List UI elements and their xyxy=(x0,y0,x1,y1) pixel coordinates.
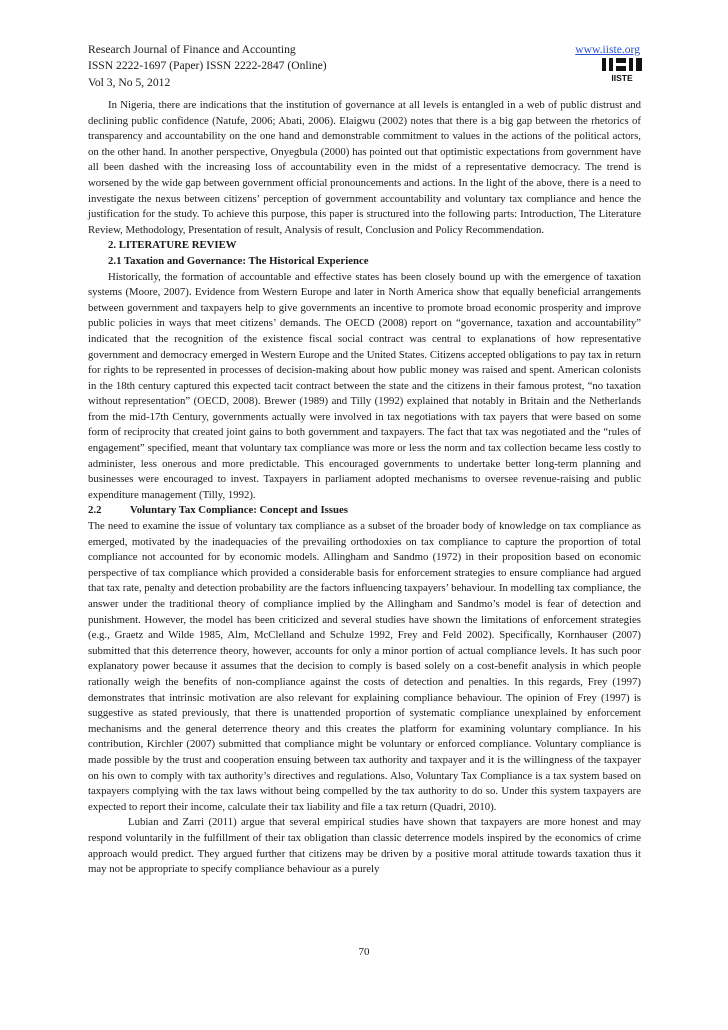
article-body xyxy=(88,98,641,878)
intro-paragraph: In Nigeria, there are indications that the institution of governance at all levels is entangled in a web of public distrust and declining public confidence (Natufe, 2006; Abati, 2006). Elaigwu (2002) notes that there is a big gap between the rhetorics of transparency and accountability on the one hand and demonstrable commitment to values in the actions of the political actors, on the other hand. In another perspective, Onyegbula (2000) has pointed out that optimistic expectations from government have all been dashed with the increasing loss of accountability even in the midst of a representative democracy. The trend is worsened by the wide gap between government official pronouncements and actions. In the light of the above, there is a need to investigate the nexus between citizens’ perception of government accountability and voluntary tax compliance and hence the justification for the study. To achieve this purpose, this paper is structured into the following parts: Introduction, The Literature Review, Methodology, Presentation of result, Analysis of result, Conclusion and Policy Recommendation. xyxy=(88,99,641,236)
journal-url-link[interactable]: www.iiste.org xyxy=(575,43,640,56)
volume-line: Vol 3, No 5, 2012 xyxy=(88,75,171,89)
page-header xyxy=(88,42,640,91)
iiste-logo xyxy=(601,56,643,82)
page-number: 70 xyxy=(358,946,370,958)
section-2-heading: 2. LITERATURE REVIEW xyxy=(108,239,237,252)
section-2-2-title: Voluntary Tax Compliance: Concept and Issues xyxy=(130,504,348,517)
historical-paragraph: Historically, the formation of accountable and effective states has been closely bound up with the emergence of taxation systems (Moore, 2007). Evidence from Western Europe and later in North America show that equally beneficial arrangements between government and taxpayers help to give governments an incentive to promote broad economic prosperity and improve public policies in ways that meet citizens’ demands. The OECD (2008) report on “governance, taxation and accountability” indicated that the recognition of the existence fiscal social contract was central to explanations of how representative government and democracy emerged in Western Europe and the United States. Citizens accepted obligations to pay tax in return for rights to be represented in processes of decision-making about how public money was raised and spent. American colonists in the 18th century captured this expected tacit contract between the state and the citizens in their famous protest, “no taxation without representation” (OECD, 2008). Brewer (1989) and Tilly (1992) explained that notably in Britain and the Netherlands from the mid-17th Century, governments actually were involved in tax negotiations with tax payers that were based on some form of reciprocity that created joint gains to both government and taxpayers. The fact that tax was negotiated and the “rules of engagement” specified, meant that voluntary tax compliance was more or less the norm and tax collection became less costly to administer, less onerous and more predictable. This encouraged governments to undertake better long-term planning and businesses were encouraged to invest. Taxpayers in parliament adopted mechanisms to oversee revenue-raising and public expenditure management (Tilly, 1992). xyxy=(88,270,641,501)
section-2-2-heading xyxy=(88,503,641,519)
issn-line: ISSN 2222-1697 (Paper) ISSN 2222-2847 (Online) xyxy=(88,59,327,73)
section-2-2-number: 2.2 xyxy=(88,504,102,517)
compliance-paragraph: The need to examine the issue of voluntary tax compliance as a subset of the broader body of knowledge on tax compliance as emerged, motivated by the inadequacies of the prevailing orthodoxies on tax compliance to capture the proportion of total compliance not accounted for by economic models. Allingham and Sandmo (1972) in their proposition based on economic perspective of tax compliance which provided a considerable basis for enforcement strategies to ensure compliance had argued that tax rate, penalty and detection probability are the factors influencing taxpayers’ behaviour. In modelling tax compliance, the answer under the traditional theory of compliance implied by the Allingham and Sandmo’s model is fear of detection and punishment. However, the model has been criticized and several studies have shown the limitations of enforcement strategies (e.g., Graetz and Wilde 1985, Alm, McClelland and Schulze 1992, Frey and Feld 2002). Specifically, Kornhauser (2007) submitted that this deterrence theory, however, accounts for only a minor portion of actual compliance levels. It has such poor explanatory power because it assumes that the decision to comply is based solely on a cost-benefit analysis in which people rationally weigh the benefits of non-compliance against the costs of detection and penalties. In this regards, Frey (1997) demonstrates that intrinsic motivation are also relevant for explaining compliance behaviour. The opinion of Frey (1997) is suggestive as stated previously, that there is unattended proportion of systematic compliance unexplained by enforcement mechanisms and the general deterrence theory and this creates the platform for examining voluntary compliance. In his contribution, Kirchler (2007) submitted that compliance might be voluntary or enforced compliance. Voluntary compliance is made possible by the trust and cooperation ensuing between tax authority and taxpayer and it is the willingness of the taxpayer on his own to comply with tax authority’s directives and regulations. Also, Voluntary Tax Compliance is a tax system based on taxpayers complying with the tax laws without being compelled by the tax authority to do so. Under this system taxpayers are expected to report their income, calculate their tax liability and file a tax return (Quadri, 2010). xyxy=(88,520,641,813)
section-2-1-heading: 2.1 Taxation and Governance: The Historical Experience xyxy=(108,254,369,267)
lubian-paragraph: Lubian and Zarri (2011) argue that several empirical studies have shown that taxpayers are more honest and may respond voluntarily in the fulfillment of their tax obligation than classic deterrence models inspired by the economics of crime approach would predict. They argued further that citizens may be driven by a positive moral attitude towards taxation thus it may not be appropriate to specify compliance behaviour as a purely xyxy=(88,816,641,876)
logo-lettering: IISTE xyxy=(611,73,633,82)
journal-name: Research Journal of Finance and Accounting xyxy=(88,43,296,56)
